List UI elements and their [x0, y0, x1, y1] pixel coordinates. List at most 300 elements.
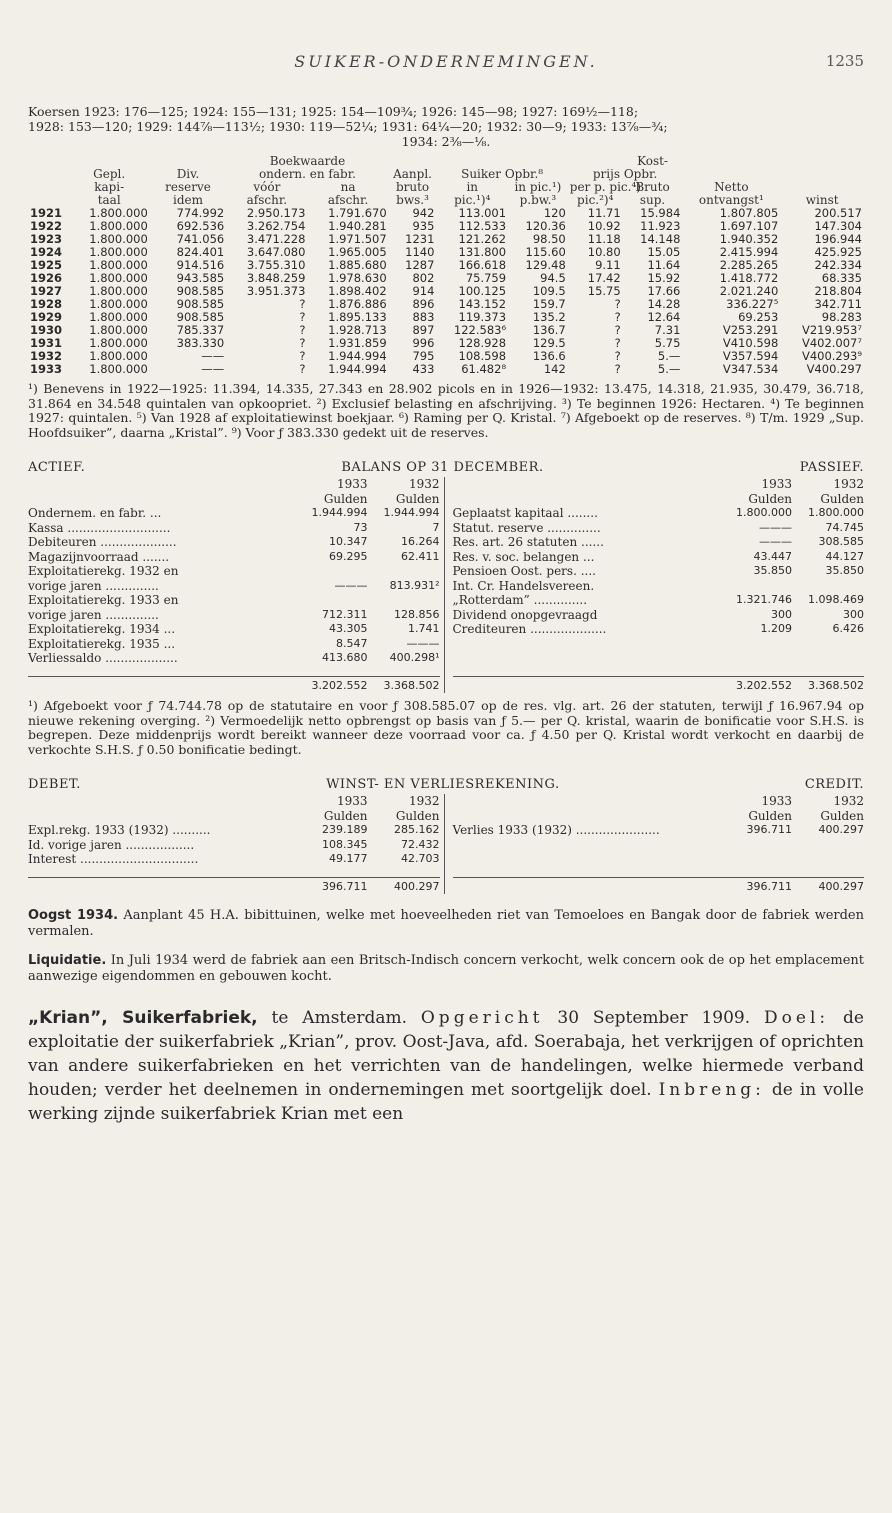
stats-header-cell: prijs Opbr. [592, 167, 658, 181]
table-cell: 914.516 [176, 258, 225, 272]
row-label: Dividend onopgevraagd [452, 607, 598, 622]
oogst-paragraph [28, 908, 864, 939]
stats-footnotes: ¹) Benevens in 1922—1925: 11.394, 14.335, 27.343 en 28.902 picols en in 1926—1932: 13.475, 14.318, 21.935, 30.479, 36.718, 31.864 en 34.548 quintalen van opkoopriet. ²) Exclusief belasting en afschrijving. ³) Te beginnen 1926: Hectaren. ⁴) Te beginnen 1927: quintalen. ⁵) Van 1928 af exploitatiewinst boekjaar. ⁶) Raming per Q. Kristal. ⁷) Afgeboekt op de reserves. ⁸) T/m. 1929 „Sup. Hoofdsuiker”, daarna „Kristal”. ⁹) Voor ƒ 383.330 gedekt uit de reserves. [28, 381, 864, 440]
table-cell: 785.337 [176, 323, 225, 337]
wv-title-row [28, 777, 864, 792]
unit-header-row [453, 492, 865, 507]
table-cell: 14.28 [647, 297, 681, 311]
year-header-row [453, 477, 865, 492]
row-label: Kassa ........................... [28, 520, 171, 535]
value-1932: 6.426 [832, 622, 864, 635]
table-cell: 122.583⁶ [453, 323, 507, 337]
table-cell: 1.800.000 [89, 271, 148, 285]
row-label: vorige jaren .............. [28, 578, 159, 593]
value-1933: 108.345 [322, 837, 368, 851]
krian-name: „Krian”, Suikerfabriek, [28, 1008, 258, 1028]
year-header: 1932 [833, 477, 864, 491]
total-1932: 3.368.502 [383, 678, 440, 692]
stats-header-cell: Boekwaarde [269, 154, 346, 168]
unit-header-row [453, 809, 865, 824]
list-item [28, 521, 440, 536]
oogst-heading: Oogst 1934. [28, 908, 119, 923]
table-cell: ? [299, 297, 306, 311]
stats-table [28, 155, 864, 376]
stats-header-cell: kapi- [94, 180, 125, 194]
inbreng-label: Inbreng: [658, 1080, 765, 1100]
table-cell: 433 [412, 362, 435, 376]
table-cell: 1.800.000 [89, 232, 148, 246]
table-cell: 1.800.000 [89, 258, 148, 272]
value-1932 [368, 593, 440, 608]
table-cell: 897 [412, 323, 435, 337]
value-1933: 1.944.994 [311, 506, 368, 519]
row-label: Ondernem. en fabr. ... [28, 506, 162, 520]
table-cell: ? [614, 349, 621, 363]
table-cell: 943.585 [176, 271, 225, 285]
stats-header-cell: per p. pic.⁴) [569, 180, 641, 194]
row-label [28, 492, 296, 507]
table-cell: 129.48 [525, 258, 566, 272]
table-cell: 914 [412, 284, 435, 298]
table-cell: 129.5 [532, 336, 566, 350]
table-cell: 3.951.373 [246, 284, 306, 298]
value-1933 [720, 579, 792, 594]
value-1933: 43.305 [329, 622, 368, 635]
table-cell: 1.978.630 [328, 271, 387, 285]
value-1933: 43.447 [753, 549, 792, 563]
table-cell: 1.944.994 [328, 349, 387, 363]
list-item [453, 579, 865, 594]
year-header: 1932 [833, 794, 864, 808]
stats-header-cell: Div. [176, 167, 200, 181]
table-cell: 136.7 [532, 323, 566, 337]
table-cell: 342.711 [814, 297, 862, 311]
table-cell: 10.80 [587, 245, 621, 259]
total-row [453, 676, 865, 694]
table-cell: 2.021.240 [719, 284, 779, 298]
stats-header-cell: in [466, 180, 479, 194]
table-cell: 159.7 [532, 297, 566, 311]
total-row [28, 877, 440, 895]
table-cell: 113.001 [458, 206, 507, 220]
value-1933: 413.680 [322, 651, 368, 664]
table-cell: 120.36 [525, 219, 566, 233]
value-1933: 396.711 [746, 823, 792, 836]
table-cell: 3.647.080 [246, 245, 306, 259]
balans-passief [445, 477, 865, 693]
value-1932: 285.162 [394, 823, 440, 836]
stats-header-cell: na [340, 180, 356, 194]
value-1933: 73 [353, 520, 368, 534]
table-cell: 1.800.000 [89, 206, 148, 220]
balans-sheet [28, 477, 864, 693]
value-1932: 400.298¹ [389, 651, 440, 664]
table-cell: 196.944 [814, 232, 862, 246]
unit-header: Gulden [323, 808, 368, 823]
table-cell: 1.876.886 [328, 297, 387, 311]
table-cell: 2.415.994 [719, 245, 779, 259]
unit-header-row [28, 492, 440, 507]
table-cell: 1.800.000 [89, 310, 148, 324]
stats-header-cell: reserve [165, 180, 211, 194]
stats-header-cell: Gepl. [93, 167, 126, 181]
stats-header-cell: pic.²)⁴ [577, 193, 614, 207]
table-cell: 1.944.994 [328, 362, 387, 376]
year-header-row [28, 477, 440, 492]
table-cell: 136.6 [532, 349, 566, 363]
table-cell: 142 [543, 362, 566, 376]
year-cell: 1932 [30, 349, 63, 363]
value-1932: 1.800.000 [808, 506, 864, 519]
table-cell: ? [614, 323, 621, 337]
row-label [453, 880, 721, 895]
row-label: Res. art. 26 statuten ...... [452, 535, 604, 549]
row-label: „Rotterdam” .............. [452, 593, 588, 607]
table-cell: 908.585 [176, 284, 225, 298]
wv-debet [28, 794, 445, 894]
list-item [28, 550, 440, 565]
table-cell: 1287 [405, 258, 435, 272]
table-cell: 15.05 [647, 245, 681, 259]
list-item [453, 564, 865, 579]
table-cell: 896 [412, 297, 435, 311]
value-1933: 1.209 [760, 622, 792, 635]
value-1932: 300 [843, 607, 864, 621]
value-1932: 42.703 [401, 852, 440, 865]
row-label: Magazijnvoorraad ....... [28, 549, 170, 564]
table-cell: 1.800.000 [89, 297, 148, 311]
row-label [453, 809, 721, 824]
table-cell: 1.800.000 [89, 219, 148, 233]
stats-header-cell: p.bw.³ [519, 193, 557, 207]
year-cell: 1923 [30, 232, 63, 246]
value-1932: 72.432 [401, 837, 440, 851]
krian-text-2: 30 September 1909. [543, 1008, 765, 1028]
value-1933: 1.800.000 [736, 506, 792, 519]
table-cell: 11.64 [647, 258, 681, 272]
table-cell: 128.928 [458, 336, 507, 350]
total-row [28, 676, 440, 694]
stats-header-cell: Aanpl. [393, 167, 432, 181]
table-cell: 1.965.005 [328, 245, 387, 259]
list-item [453, 521, 865, 536]
table-cell: 908.585 [176, 310, 225, 324]
table-cell: 1231 [405, 232, 435, 246]
table-cell: 3.848.259 [246, 271, 306, 285]
list-item [453, 593, 865, 608]
krian-paragraph [28, 1006, 864, 1126]
table-cell: 1.898.402 [328, 284, 387, 298]
table-cell: 1.931.859 [328, 336, 387, 350]
stats-header-cell: afschr. [246, 193, 288, 207]
list-item [28, 651, 440, 666]
table-cell: 115.60 [525, 245, 566, 259]
table-cell: 942 [412, 206, 435, 220]
table-cell: 135.2 [532, 310, 566, 324]
table-cell: 774.992 [176, 206, 225, 220]
value-1933 [296, 564, 368, 579]
table-cell: 100.125 [458, 284, 507, 298]
total-1932: 400.297 [394, 879, 440, 893]
table-cell: 1.800.000 [89, 362, 148, 376]
stats-header-cell [28, 168, 69, 181]
total-1932: 3.368.502 [808, 678, 864, 692]
list-item [28, 506, 440, 521]
table-cell: 75.759 [465, 271, 507, 285]
year-cell: 1928 [30, 297, 63, 311]
table-cell: 3.262.754 [246, 219, 306, 233]
year-cell: 1924 [30, 245, 63, 259]
table-cell: 98.283 [821, 310, 862, 324]
unit-header: Gulden [748, 491, 792, 506]
unit-header: Gulden [395, 808, 440, 823]
balans-title-row [28, 460, 864, 475]
value-1933: ——— [334, 578, 368, 592]
table-cell: 166.618 [458, 258, 507, 272]
stats-header-cell: ontvangst¹ [698, 193, 764, 207]
list-item [28, 564, 440, 579]
table-cell: 11.18 [587, 232, 621, 246]
wv-credit [445, 794, 865, 894]
table-cell: 935 [412, 219, 435, 233]
stats-header-cell: Netto [714, 180, 749, 194]
krian-text-4: de in volle werking zijnde suikerfabriek Krian met een [28, 1080, 864, 1124]
unit-header: Gulden [395, 491, 440, 506]
row-label: Int. Cr. Handelsvereen. [452, 578, 595, 593]
year-header-row [453, 794, 865, 809]
year-header: 1933 [336, 477, 368, 491]
total-row [453, 877, 865, 895]
krian-text-3: de exploitatie der suikerfabriek „Krian”, prov. Oost-Java, afd. Soerabaja, het verkrijgen of oprichten van andere suikerfabrieken en het verrichten van de handelingen, welke hiermede verband houden; verder het deelnemen in ondernemingen met soortgelijk doel. [28, 1008, 864, 1100]
list-item [28, 535, 440, 550]
table-cell: 12.64 [647, 310, 681, 324]
credit-label: CREDIT. [804, 777, 864, 792]
table-cell: V253.291 [722, 323, 779, 337]
table-cell: 9.11 [595, 258, 621, 272]
table-cell: V400.293⁹ [801, 349, 862, 363]
stats-header-cell [682, 155, 864, 168]
value-1932: 74.745 [825, 520, 864, 534]
table-cell: 15.75 [587, 284, 621, 298]
total-1932: 400.297 [818, 879, 864, 893]
table-cell: 2.950.173 [246, 206, 306, 220]
unit-header-row [28, 809, 440, 824]
opgericht-label: Opgericht [420, 1008, 544, 1028]
table-row [28, 363, 864, 376]
stats-header-cell: pic.¹)⁴ [454, 193, 491, 207]
list-item [28, 608, 440, 623]
stats-header-cell: afschr. [327, 193, 369, 207]
year-header: 1932 [408, 794, 440, 808]
row-label: Geplaatst kapitaal ........ [452, 506, 598, 520]
passief-label: PASSIEF. [799, 460, 864, 475]
value-1932: ——— [406, 636, 440, 650]
balans-title: BALANS OP 31 DECEMBER. [341, 460, 544, 475]
table-cell: 108.598 [458, 349, 507, 363]
list-item [28, 852, 440, 867]
table-cell: 383.330 [176, 336, 225, 350]
total-1933: 3.202.552 [311, 678, 368, 692]
total-1933: 396.711 [746, 879, 792, 893]
table-cell: 1.800.000 [89, 245, 148, 259]
row-label [28, 477, 296, 492]
table-cell: 17.42 [587, 271, 621, 285]
table-cell: 147.304 [814, 219, 862, 233]
year-cell: 1925 [30, 258, 63, 272]
value-1932: 16.264 [401, 535, 440, 548]
table-cell: 218.804 [814, 284, 862, 298]
row-label: vorige jaren .............. [28, 607, 159, 622]
doel-label: Doel: [764, 1008, 830, 1028]
unit-header: Gulden [820, 491, 864, 506]
table-cell: ? [299, 336, 306, 350]
row-label [453, 477, 721, 492]
year-cell: 1931 [30, 336, 63, 350]
table-cell: V357.594 [722, 349, 779, 363]
debet-label: DEBET. [28, 777, 81, 792]
row-label [453, 679, 721, 694]
table-cell: 1.895.133 [328, 310, 387, 324]
list-item [28, 637, 440, 652]
table-cell: 1.885.680 [328, 258, 387, 272]
table-cell: 996 [412, 336, 435, 350]
wv-title: WINST- EN VERLIESREKENING. [326, 777, 560, 792]
row-label: Expl.rekg. 1933 (1932) .......... [28, 823, 211, 837]
stats-header-cell [682, 168, 864, 181]
row-label [28, 794, 296, 809]
koersen-line: 1928: 153—120; 1929: 144⅞—113½; 1930: 119—52¼; 1931: 64¼—20; 1932: 30—9; 1933: 13⅞—¾; [28, 119, 668, 134]
year-cell: 1922 [30, 219, 63, 233]
year-header-row [28, 794, 440, 809]
table-cell: 692.536 [176, 219, 225, 233]
row-label: Res. v. soc. belangen ... [452, 549, 595, 564]
table-cell: 11.71 [587, 206, 621, 220]
liquidatie-text: In Juli 1934 werd de fabriek aan een Britsch-Indisch concern verkocht, welk concern ook de op het emplacement aanwezige eigendommen en gebouwen kocht. [28, 953, 864, 984]
table-cell: 3.471.228 [246, 232, 306, 246]
koersen-block [28, 104, 864, 149]
value-1932: 308.585 [818, 535, 864, 548]
liquidatie-paragraph [28, 953, 864, 984]
stats-header-cell: Suiker Opbr.⁸ [461, 167, 544, 181]
stats-header-cell: bws.³ [396, 193, 429, 207]
table-cell: 1.697.107 [719, 219, 779, 233]
table-cell: ? [299, 310, 306, 324]
table-cell: V219.953⁷ [801, 323, 862, 337]
year-cell: 1930 [30, 323, 63, 337]
table-cell: 119.373 [458, 310, 507, 324]
row-label: Exploitatierekg. 1933 en [28, 593, 179, 607]
total-1933: 3.202.552 [736, 678, 792, 692]
stats-header-cell: bruto [395, 180, 430, 194]
table-cell: 143.152 [458, 297, 507, 311]
table-cell: V347.534 [722, 362, 779, 376]
table-cell: 11.923 [640, 219, 681, 233]
value-1932: 128.856 [394, 607, 440, 621]
row-label: Exploitatierekg. 1932 en [28, 564, 179, 578]
value-1933 [296, 593, 368, 608]
stats-header-row [28, 155, 864, 168]
table-cell: —— [201, 362, 225, 376]
list-item [453, 608, 865, 623]
list-item [28, 823, 440, 838]
value-1933: 300 [771, 607, 792, 621]
table-cell: ? [299, 349, 306, 363]
table-cell: 10.92 [587, 219, 621, 233]
koersen-line: Koersen 1923: 176—125; 1924: 155—131; 1925: 154—109¾; 1926: 145—98; 1927: 169½—118; [28, 104, 639, 119]
table-cell: 5.75 [654, 336, 681, 350]
table-cell: 1.807.805 [719, 206, 779, 220]
row-label: Debiteuren .................... [28, 535, 177, 549]
value-1933: 49.177 [329, 852, 368, 865]
row-label: Verliessaldo ................... [28, 651, 178, 665]
stats-header-cell: sup. [639, 193, 666, 207]
table-cell: 3.755.310 [246, 258, 306, 272]
year-cell: 1926 [30, 271, 63, 285]
value-1932: 400.297 [818, 823, 864, 836]
value-1933: ——— [759, 535, 792, 548]
value-1933: 35.850 [753, 564, 792, 577]
table-cell: 131.800 [458, 245, 507, 259]
balans-actief [28, 477, 445, 693]
balans-note: ¹) Afgeboekt voor ƒ 74.744.78 op de statutaire en voor ƒ 308.585.07 op de res. vlg. art. 26 der statuten, terwijl ƒ 16.967.94 op nieuwe rekening overging. ²) Vermoedelijk netto opbrengst op basis van ƒ 5.— per Q. kristal, waarin de bonificatie voor S.H.S. is begrepen. Deze middenprijs wordt bereikt wanneer deze voorraad voor ca. ƒ 4.50 per Q. Kristal wordt verkocht en daarbij de verkochte S.H.S. ƒ 0.50 bonificatie bedingt. [28, 698, 864, 757]
table-cell: 2.285.265 [719, 258, 779, 272]
table-cell: ? [614, 336, 621, 350]
year-header: 1933 [761, 794, 792, 808]
value-1933: 10.347 [329, 535, 368, 548]
row-label: Crediteuren .................... [452, 622, 607, 636]
year-header: 1932 [408, 477, 440, 491]
row-label: Interest ............................... [28, 852, 199, 866]
table-cell: 1.800.000 [89, 323, 148, 337]
table-cell: 17.66 [647, 284, 681, 298]
year-cell: 1933 [30, 362, 63, 376]
value-1932: 35.850 [825, 564, 864, 577]
actief-label: ACTIEF. [28, 460, 86, 475]
total-1933: 396.711 [322, 879, 368, 893]
value-1932: 1.944.994 [383, 506, 440, 519]
list-item [28, 579, 440, 594]
list-item [453, 622, 865, 637]
page-header [28, 0, 864, 71]
row-label: Verlies 1933 (1932) ...................... [452, 823, 660, 837]
year-cell: 1927 [30, 284, 63, 298]
stats-header-cell [28, 181, 69, 194]
value-1932 [368, 564, 440, 579]
stats-header-cell: Bruto [635, 180, 670, 194]
table-cell: 14.148 [640, 232, 681, 246]
table-cell: ? [614, 310, 621, 324]
year-header: 1933 [761, 477, 792, 491]
row-label [28, 809, 296, 824]
table-cell: 61.482⁸ [461, 362, 507, 376]
value-1932: 44.127 [825, 549, 864, 563]
list-item [453, 823, 865, 838]
wv-sheet [28, 794, 864, 894]
table-cell: 242.334 [814, 258, 862, 272]
value-1932: 1.741 [408, 622, 440, 635]
table-cell: ? [614, 297, 621, 311]
year-cell: 1929 [30, 310, 63, 324]
stats-header-cell: taal [97, 193, 121, 207]
table-cell: 1.971.507 [328, 232, 387, 246]
unit-header: Gulden [748, 808, 792, 823]
table-cell: 802 [412, 271, 435, 285]
table-cell: 1140 [405, 245, 435, 259]
year-cell: 1921 [30, 206, 63, 220]
liquidatie-heading: Liquidatie. [28, 953, 107, 968]
value-1933: 69.295 [329, 549, 368, 563]
table-cell: 121.262 [458, 232, 507, 246]
